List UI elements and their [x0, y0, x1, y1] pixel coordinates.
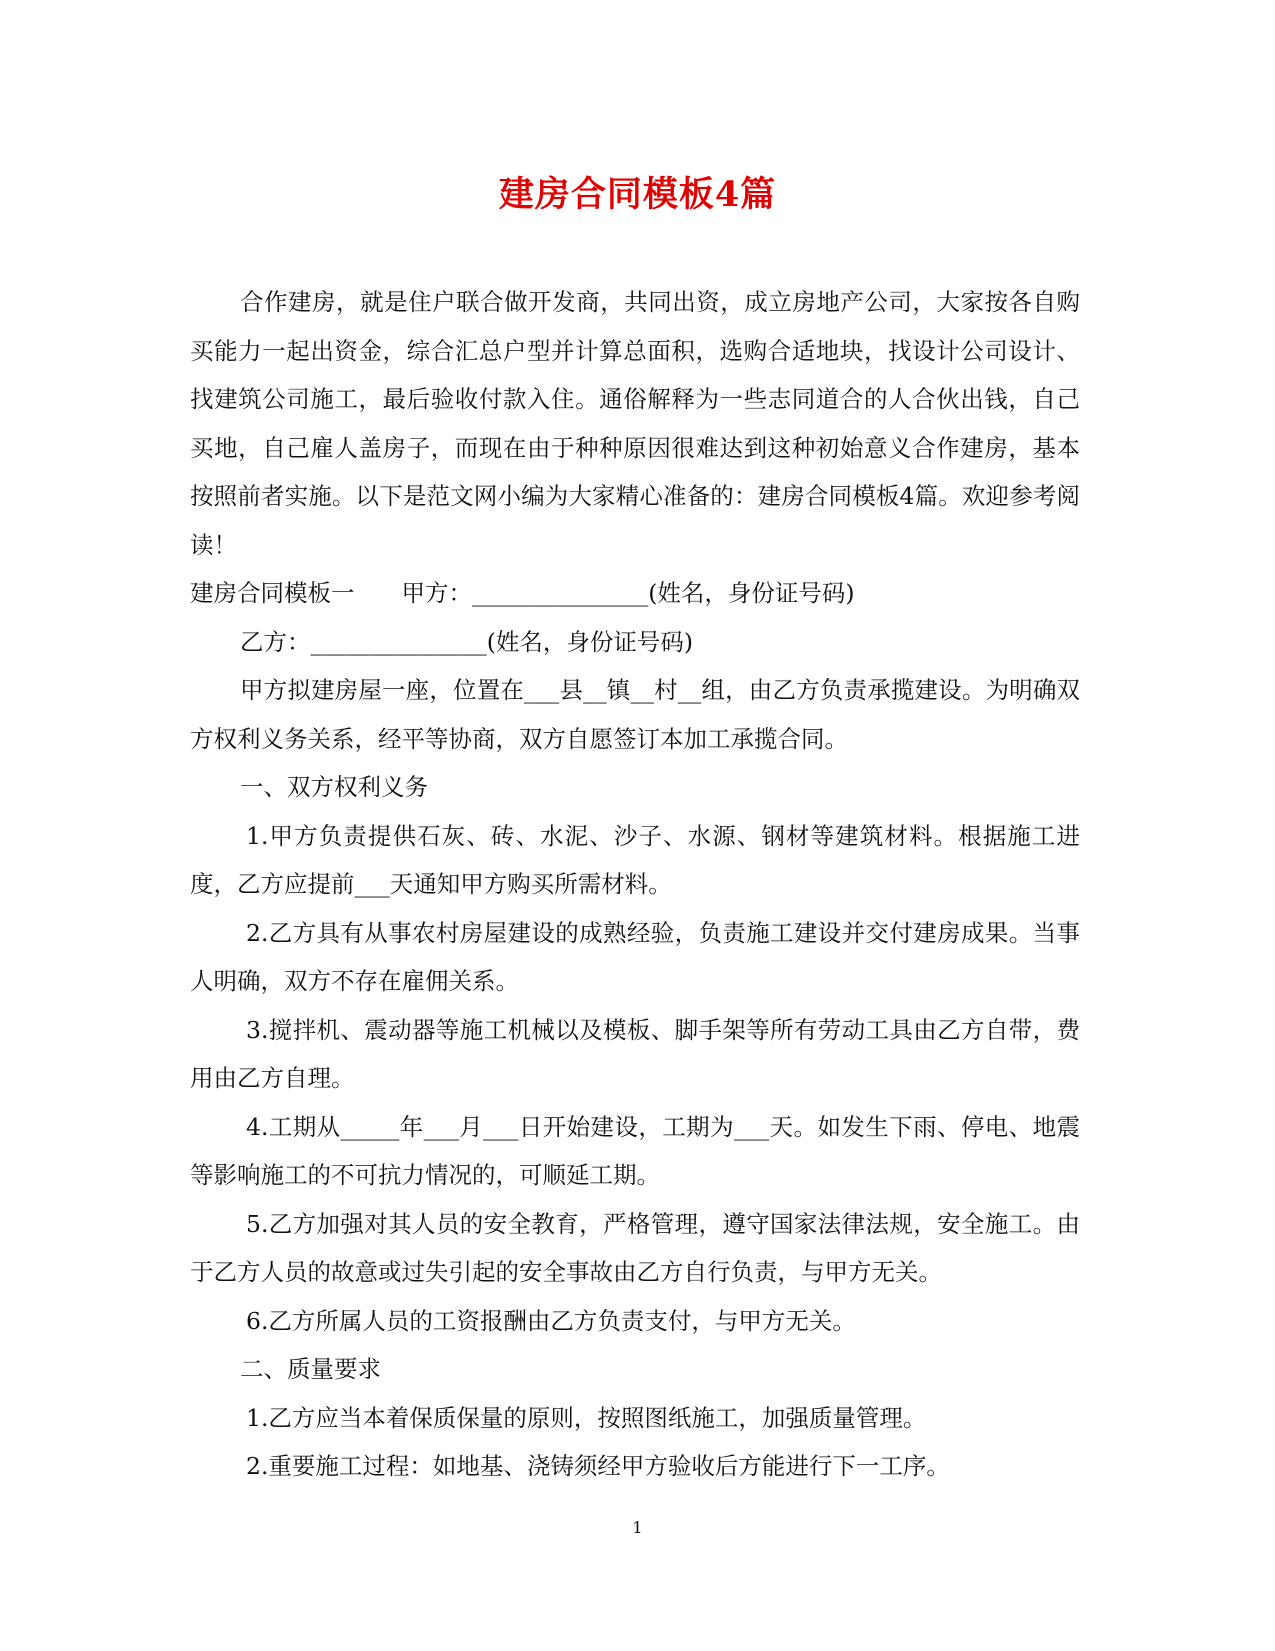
clause-1-6: 6.乙方所属人员的工资报酬由乙方负责支付，与甲方无关。 — [246, 1306, 856, 1335]
clause-2-1: 1.乙方应当本着保质保量的原则，按照图纸施工，加强质量管理。 — [246, 1403, 927, 1432]
template-one-party-a-line: 建房合同模板一 甲方：_______________(姓名，身份证号码) — [190, 579, 855, 607]
section-heading-rights: 一、双方权利义务 — [240, 773, 428, 801]
clause-1-4: 4.工期从_____年___月___日开始建设，工期为___天。如发生下雨、停电、地震等影响施工的不可抗力情况的，可顺延工期。 — [190, 1112, 1080, 1189]
page-number: 1 — [632, 1518, 643, 1537]
section-heading-quality: 二、质量要求 — [240, 1355, 381, 1383]
clause-1-5: 5.乙方加强对其人员的安全教育，严格管理，遵守国家法律法规，安全施工。由于乙方人员的故意或过失引起的安全事故由乙方自行负责，与甲方无关。 — [190, 1209, 1080, 1286]
clause-2-2: 2.重要施工过程：如地基、浇铸须经甲方验收后方能进行下一工序。 — [246, 1452, 950, 1480]
clause-1-3: 3.搅拌机、震动器等施工机械以及模板、脚手架等所有劳动工具由乙方自带，费用由乙方自理。 — [190, 1015, 1080, 1092]
contract-preamble: 甲方拟建房屋一座，位置在___县__镇__村__组，由乙方负责承揽建设。为明确双方权利义务关系，经平等协商，双方自愿签订本加工承揽合同。 — [190, 676, 1080, 753]
clause-1-2: 2.乙方具有从事农村房屋建设的成熟经验，负责施工建设并交付建房成果。当事人明确，双方不存在雇佣关系。 — [190, 918, 1080, 995]
party-b-line: 乙方：_______________(姓名，身份证号码) — [240, 627, 694, 656]
document-title: 建房合同模板4篇 — [498, 174, 777, 215]
intro-paragraph: 合作建房，就是住户联合做开发商，共同出资，成立房地产公司，大家按各自购买能力一起出资金，综合汇总户型并计算总面积，选购合适地块，找设计公司设计、找建筑公司施工，最后验收付款入住。通俗解释为一些志同道合的人合伙出钱，自己买地，自己雇人盖房子，而现在由于种种原因很难达到这种初始意义合作建房，基本按照前者实施。以下是范文网小编为大家精心准备的：建房合同模板4篇。欢迎参考阅读！ — [190, 288, 1080, 559]
document-body — [190, 278, 1080, 1491]
clause-1-1: 1.甲方负责提供石灰、砖、水泥、沙子、水源、钢材等建筑材料。根据施工进度，乙方应提前___天通知甲方购买所需材料。 — [190, 821, 1080, 898]
